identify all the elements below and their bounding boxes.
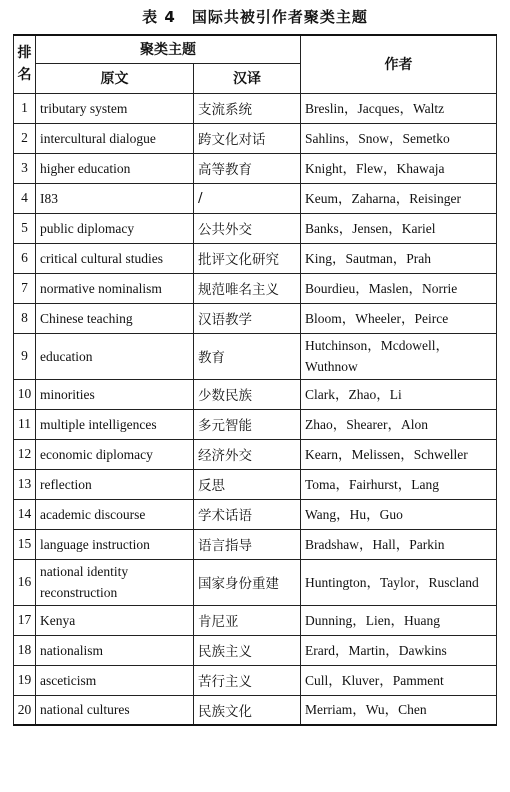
- chinese-translation: 公共外交: [194, 213, 301, 243]
- authors: King，Sautman，Prah: [301, 243, 497, 273]
- chinese-translation: 支流系统: [194, 93, 301, 123]
- row-number: 1: [14, 93, 36, 123]
- chinese-translation: /: [194, 183, 301, 213]
- header-cluster-topic: 聚类主题: [36, 35, 301, 63]
- original-term: nationalism: [36, 635, 194, 665]
- table-row: [14, 303, 497, 333]
- authors: Knight，Flew，Khawaja: [301, 153, 497, 183]
- authors: Toma，Fairhurst，Lang: [301, 469, 497, 499]
- table-row: [14, 183, 497, 213]
- row-number: 11: [14, 409, 36, 439]
- chinese-translation: 教育: [194, 333, 301, 379]
- table-row: [14, 333, 497, 379]
- original-term: minorities: [36, 379, 194, 409]
- original-term: education: [36, 333, 194, 379]
- authors: Banks，Jensen，Kariel: [301, 213, 497, 243]
- table-row: [14, 605, 497, 635]
- authors: Merriam，Wu，Chen: [301, 695, 497, 725]
- row-number: 8: [14, 303, 36, 333]
- table-row: [14, 123, 497, 153]
- authors: Bradshaw，Hall，Parkin: [301, 529, 497, 559]
- original-term: Kenya: [36, 605, 194, 635]
- authors: Kearn，Melissen，Schweller: [301, 439, 497, 469]
- row-number: 6: [14, 243, 36, 273]
- row-number: 3: [14, 153, 36, 183]
- authors: Erard，Martin，Dawkins: [301, 635, 497, 665]
- original-term: Chinese teaching: [36, 303, 194, 333]
- header-authors: 作者: [301, 35, 497, 93]
- original-term: asceticism: [36, 665, 194, 695]
- row-number: 2: [14, 123, 36, 153]
- chinese-translation: 少数民族: [194, 379, 301, 409]
- table-row: [14, 273, 497, 303]
- authors: Zhao，Shearer，Alon: [301, 409, 497, 439]
- chinese-translation: 国家身份重建: [194, 559, 301, 605]
- authors: Hutchinson，Mcdowell，Wuthnow: [301, 333, 497, 379]
- authors: Dunning，Lien，Huang: [301, 605, 497, 635]
- original-term: tributary system: [36, 93, 194, 123]
- table-row: [14, 635, 497, 665]
- original-term: public diplomacy: [36, 213, 194, 243]
- row-number: 13: [14, 469, 36, 499]
- header-index: 排名: [14, 35, 36, 93]
- authors: Huntington，Taylor，Ruscland: [301, 559, 497, 605]
- original-term: economic diplomacy: [36, 439, 194, 469]
- table-row: [14, 409, 497, 439]
- table-row: [14, 559, 497, 605]
- original-term: reflection: [36, 469, 194, 499]
- original-term: intercultural dialogue: [36, 123, 194, 153]
- row-number: 16: [14, 559, 36, 605]
- header-original: 原文: [36, 63, 194, 93]
- authors: Keum，Zaharna，Reisinger: [301, 183, 497, 213]
- table-row: [14, 469, 497, 499]
- table-row: [14, 695, 497, 725]
- table-row: [14, 153, 497, 183]
- row-number: 20: [14, 695, 36, 725]
- row-number: 19: [14, 665, 36, 695]
- table-row: [14, 243, 497, 273]
- authors: Bourdieu，Maslen，Norrie: [301, 273, 497, 303]
- table-body: [14, 93, 497, 725]
- row-number: 10: [14, 379, 36, 409]
- header-translation: 汉译: [194, 63, 301, 93]
- row-number: 9: [14, 333, 36, 379]
- row-number: 18: [14, 635, 36, 665]
- table-row: [14, 665, 497, 695]
- original-term: critical cultural studies: [36, 243, 194, 273]
- chinese-translation: 多元智能: [194, 409, 301, 439]
- chinese-translation: 反思: [194, 469, 301, 499]
- row-number: 5: [14, 213, 36, 243]
- authors: Sahlins，Snow，Semetko: [301, 123, 497, 153]
- original-term: I83: [36, 183, 194, 213]
- authors: Breslin，Jacques，Waltz: [301, 93, 497, 123]
- cocitation-cluster-table: [13, 34, 497, 726]
- table-caption: 表 4 国际共被引作者聚类主题: [142, 8, 368, 26]
- chinese-translation: 批评文化研究: [194, 243, 301, 273]
- authors: Wang，Hu，Guo: [301, 499, 497, 529]
- table-row: [14, 213, 497, 243]
- authors: Cull，Kluver，Pamment: [301, 665, 497, 695]
- chinese-translation: 经济外交: [194, 439, 301, 469]
- chinese-translation: 民族文化: [194, 695, 301, 725]
- authors: Bloom，Wheeler，Peirce: [301, 303, 497, 333]
- table-row: [14, 439, 497, 469]
- chinese-translation: 学术话语: [194, 499, 301, 529]
- chinese-translation: 民族主义: [194, 635, 301, 665]
- chinese-translation: 规范唯名主义: [194, 273, 301, 303]
- original-term: multiple intelligences: [36, 409, 194, 439]
- chinese-translation: 高等教育: [194, 153, 301, 183]
- row-number: 4: [14, 183, 36, 213]
- table-row: [14, 93, 497, 123]
- table-row: [14, 499, 497, 529]
- chinese-translation: 苦行主义: [194, 665, 301, 695]
- original-term: academic discourse: [36, 499, 194, 529]
- row-number: 14: [14, 499, 36, 529]
- original-term: language instruction: [36, 529, 194, 559]
- row-number: 7: [14, 273, 36, 303]
- row-number: 12: [14, 439, 36, 469]
- chinese-translation: 跨文化对话: [194, 123, 301, 153]
- original-term: higher education: [36, 153, 194, 183]
- original-term: national cultures: [36, 695, 194, 725]
- row-number: 15: [14, 529, 36, 559]
- chinese-translation: 肯尼亚: [194, 605, 301, 635]
- original-term: national identity reconstruction: [36, 559, 194, 605]
- chinese-translation: 语言指导: [194, 529, 301, 559]
- table-row: [14, 379, 497, 409]
- row-number: 17: [14, 605, 36, 635]
- table-row: [14, 529, 497, 559]
- authors: Clark，Zhao，Li: [301, 379, 497, 409]
- chinese-translation: 汉语教学: [194, 303, 301, 333]
- original-term: normative nominalism: [36, 273, 194, 303]
